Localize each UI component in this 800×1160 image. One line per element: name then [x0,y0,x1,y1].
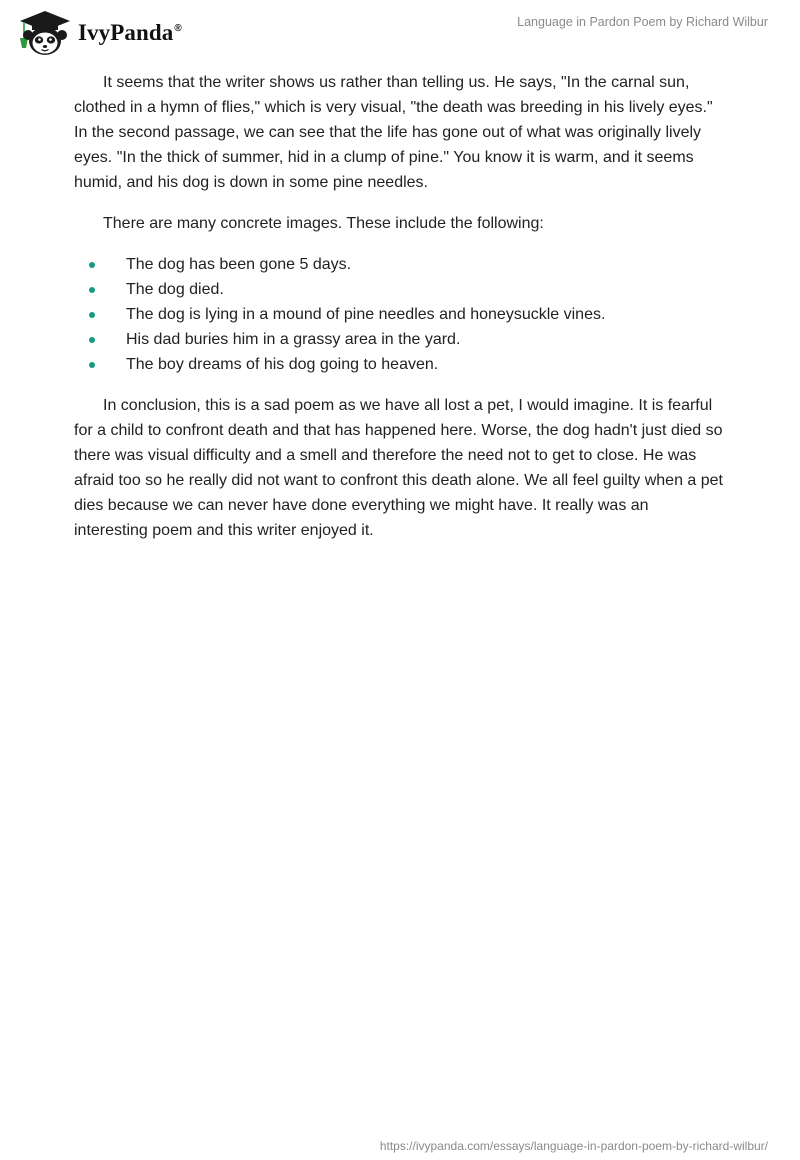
panda-graduate-icon [14,8,76,58]
paragraph-3: In conclusion, this is a sad poem as we have all lost a pet, I would imagine. It is fearful for a child to confront death and that has happened here. Worse, the dog hadn't just died so there was visual difficulty and a smell and therefore the need not to get to close. He was afraid too so he really did not want to confront this death alone. We all feel guilty when a pet dies because we can never have done everything we might have. It really was an interesting poem and this writer enjoyed it. [74,397,723,539]
document-title: Language in Pardon Poem by Richard Wilbur [517,15,768,29]
list-item: The dog has been gone 5 days. [74,252,724,277]
brand-name [78,20,182,46]
list-item: His dad buries him in a grassy area in the yard. [74,327,724,352]
paragraph-1: It seems that the writer shows us rather than telling us. He says, "In the carnal sun, clothed in a hymn of flies," which is very visual, "the death was breeding in his lively eyes." In the second passage, we can see that the life has gone out of what was originally lively eyes. "In the thick of summer, hid in a clump of pine." You know it is warm, and it seems humid, and his dog is down in some pine needles. [74,74,713,191]
list-item: The boy dreams of his dog going to heaven. [74,352,724,377]
paragraph-2: There are many concrete images. These include the following: [103,215,544,232]
essay-body [74,70,724,559]
brand-text: IvyPanda [78,20,174,45]
source-url-link[interactable]: https://ivypanda.com/essays/language-in-pardon-poem-by-richard-wilbur/ [379,1139,768,1153]
list-item: The dog is lying in a mound of pine needles and honeysuckle vines. [74,302,724,327]
concrete-images-list [74,252,724,377]
list-item: The dog died. [74,277,724,302]
registered-mark: ® [174,23,182,35]
ivypanda-logo[interactable] [14,8,182,58]
